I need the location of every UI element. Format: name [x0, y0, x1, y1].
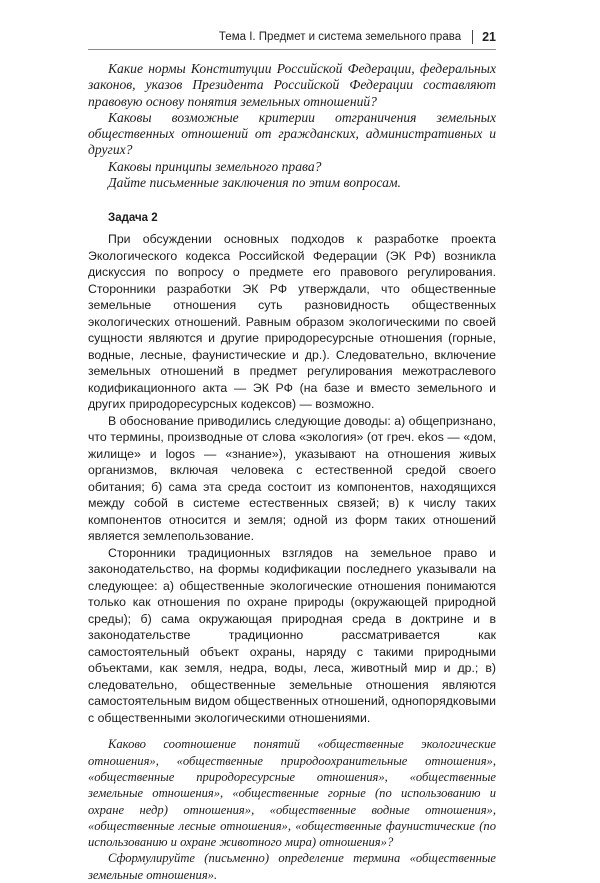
question: Каковы возможные критерии отграничения земельных общественных отношений от гражданских, административных и других?	[88, 109, 496, 158]
outro-questions	[88, 736, 496, 883]
intro-questions	[88, 61, 496, 191]
paragraph: В обоснование приводились следующие доводы: а) общепризнано, что термины, производные от слова «экология» (от греч. ekos — «дом, жилище» и logos — «знание»), указывают на отношения живых организмов, включая человека с естественной средой своего обитания; б) сама эта среда состоит из компонентов, находящихся между собой в системе естественных связей; в) к числу таких компонентов относится и земля; одной из форм таких отношений является землепользование.	[88, 413, 496, 544]
running-title: Тема I. Предмет и система земельного права	[218, 31, 462, 43]
question: Дайте письменные заключения по этим вопросам.	[108, 175, 401, 191]
task-body	[88, 231, 496, 726]
running-header	[88, 26, 496, 50]
page-number: 21	[482, 30, 496, 44]
question: Каковы принципы земельного права?	[108, 158, 322, 174]
header-separator	[472, 30, 473, 44]
paragraph: При обсуждении основных подходов к разработке проекта Экологического кодекса Российской Федерации (ЭК РФ) возникла дискуссия по вопросу о предмете его правового регулирования. Сторонники разработки ЭК РФ утверждали, что общественные земельные отношения суть разновидность общественных экологических отношений. Равным образом экологическими по своей сущности являются и другие природоресурсные отношения (горные, водные, лесные, фаунистические и др.). Следовательно, включение земельных отношений в предмет регулирования межотраслевого кодификационного акта — ЭК РФ (на базе и вместо земельного и других природоресурсных кодексов) — возможно.	[88, 232, 496, 412]
book-page	[88, 26, 496, 883]
question: Каково соотношение понятий «общественные экологические отношения», «общественные природоохранительные отношения», «общественные природоресурсные отношения», «общественные земельные отношения», «общественные горные (по использованию и охране недр) отношения», «общественные водные отношения», «общественные лесные отношения», «общественные фаунистические (по использованию и охране животного мира) отношения»?	[88, 737, 496, 850]
question: Сформулируйте (письменно) определение термина «общественные земельные отношения».	[88, 851, 496, 882]
question: Какие нормы Конституции Российской Федерации, федеральных законов, указов Президента Российской Федерации составляют правовую основу понятия земельных отношений?	[88, 61, 496, 109]
task-heading: Задача 2	[108, 212, 158, 225]
paragraph: Сторонники традиционных взглядов на земельное право и законодательство, на формы кодификации последнего указывали на следующее: а) общественные экологические отношения понимаются только как отношения по охране природы (окружающей природной среды); б) сама окружающая природная среда в доктрине и в законодательстве традиционно рассматривается как самостоятельный объект охраны, наряду с такими природными объектами, как земля, недра, воды, леса, животный мир и др.; в) следовательно, общественные земельные отношения являются самостоятельным видом общественных отношений, однопорядковыми с общественными экологическими отношениями.	[88, 545, 496, 725]
